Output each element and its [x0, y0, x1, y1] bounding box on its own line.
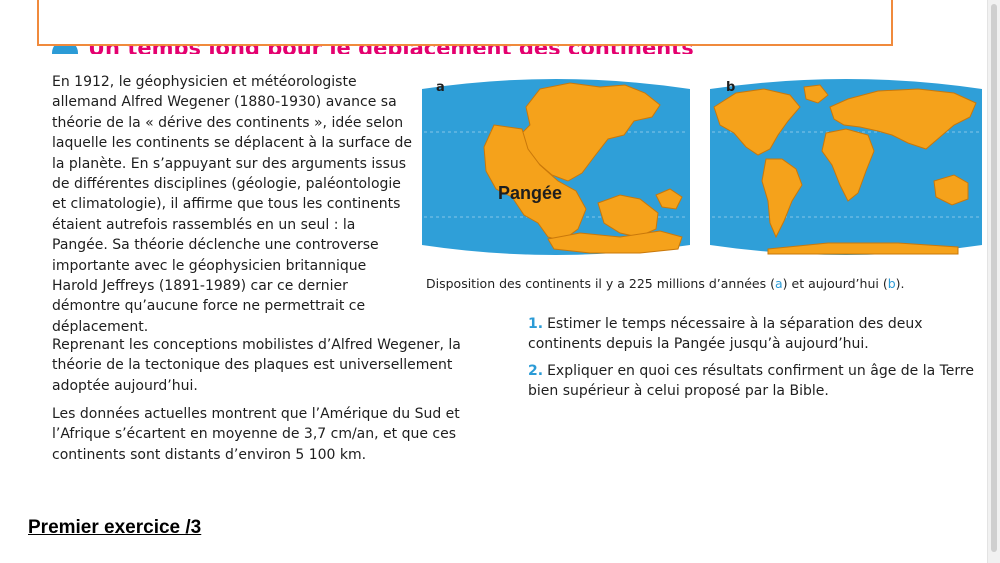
map-a-label: a [436, 80, 445, 95]
tectonics-paragraph: Reprenant les conceptions mobilistes d’Alfred Wegener, la théorie de la tectonique des plaques est universellement adoptée aujourd’hui. [52, 337, 461, 394]
question-1 [528, 314, 980, 355]
pangea-map [420, 77, 692, 255]
annotation-box[interactable] [37, 0, 893, 46]
map-caption: Disposition des continents il y a 225 millions d’années (a) et aujourd’hui (b). [426, 276, 905, 291]
question-text: Expliquer en quoi ces résultats confirment un âge de la Terre bien supérieur à celui proposé par la Bible. [528, 363, 974, 400]
question-number: 1. [528, 316, 544, 332]
caption-ref-a: a [774, 276, 783, 291]
question-text: Estimer le temps nécessaire à la séparation des deux continents depuis la Pangée jusqu’à aujourd’hui. [528, 316, 923, 353]
pangea-label: Pangée [498, 183, 563, 203]
present-day-map [708, 77, 984, 255]
caption-ref-b: b [887, 276, 896, 291]
question-2 [528, 361, 980, 402]
vertical-scrollbar[interactable] [987, 0, 1000, 563]
question-number: 2. [528, 363, 544, 379]
intro-paragraph: En 1912, le géophysicien et météorologiste allemand Alfred Wegener (1880-1930) avance sa théorie de la « dérive des continents », idée selon laquelle les continents se déplacent à la surface de la planète. En s’appuyant sur des arguments issus de différentes disciplines (géologie, paléontologie et climatologie), il affirme que tous les continents étaient autrefois rassemblés en un seul : la Pangée. Sa théorie déclenche une controverse importante avec le géophysicien britannique Harold Jeffreys (1891-1989) car ce dernier démontre qu’aucune force ne permettrait ce déplacement. [52, 74, 413, 335]
map-b-label: b [726, 80, 736, 95]
scrollbar-thumb[interactable] [991, 4, 997, 552]
data-paragraph: Les données actuelles montrent que l’Amérique du Sud et l’Afrique s’écartent en moyenne de 3,7 cm/an, et que ces continents sont distants d’environ 5 100 km. [52, 406, 460, 463]
exercise-heading: Premier exercice /3 [28, 517, 202, 538]
